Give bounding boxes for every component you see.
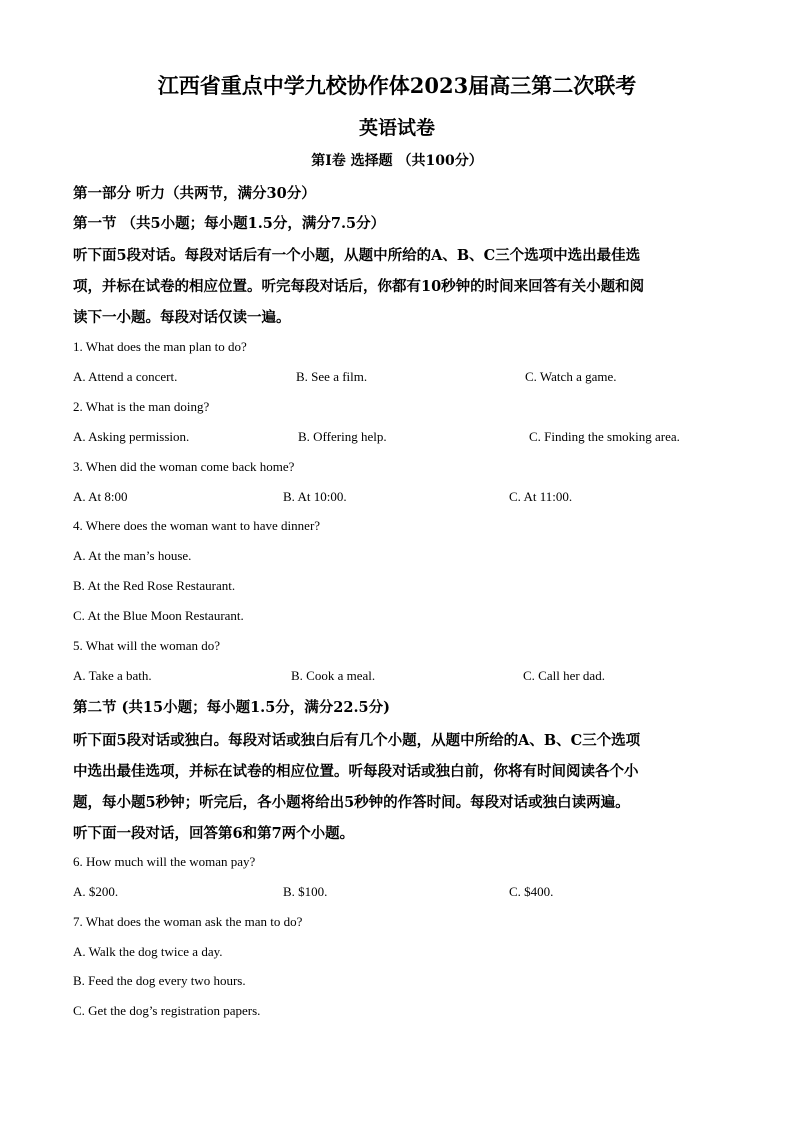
question-4-option-b: B. At the Red Rose Restaurant. <box>73 578 236 593</box>
question-5-option-a: A. Take a bath. <box>73 668 152 683</box>
question-7: 7. What does the woman ask the man to do? <box>73 914 303 929</box>
section1-instruction-line: 读下一小题。每段对话仅读一遍。 <box>73 309 291 326</box>
section1-instruction-line: 听下面5段对话。每段对话后有一个小题，从题中所给的A、B、C三个选项中选出最佳选 <box>73 247 641 264</box>
question-7-option-c: C. Get the dog’s registration papers. <box>73 1003 261 1018</box>
question-2-option-b: B. Offering help. <box>298 429 387 444</box>
question-6-option-b: B. $100. <box>283 884 328 899</box>
question-4-option-a: A. At the man’s house. <box>73 548 192 563</box>
section2-instruction-line: 题，每小题5秒钟；听完后，各小题将给出5秒钟的作答时间。每段对话或独白读两遍。 <box>73 794 630 811</box>
exam-subtitle: 英语试卷 <box>358 117 435 139</box>
question-5-option-b: B. Cook a meal. <box>291 668 376 683</box>
question-1-option-a: A. Attend a concert. <box>73 369 178 384</box>
section2-instruction-line: 听下面5段对话或独白。每段对话或独白后有几个小题，从题中所给的A、B、C三个选项 <box>73 732 641 749</box>
question-2-option-a: A. Asking permission. <box>73 429 190 444</box>
section1-heading: 第一节 （共5小题；每小题1.5分，满分7.5分） <box>73 215 386 232</box>
question-1: 1. What does the man plan to do? <box>73 339 247 354</box>
part1-heading: 第一部分 听力（共两节，满分30分） <box>73 185 316 202</box>
question-1-option-b: B. See a film. <box>296 369 368 384</box>
section1-instruction-line: 项，并标在试卷的相应位置。听完每段对话后，你都有10秒钟的时间来回答有关小题和阅 <box>73 278 645 295</box>
question-6-option-a: A. $200. <box>73 884 119 899</box>
question-5-option-c: C. Call her dad. <box>523 668 605 683</box>
question-6-option-c: C. $400. <box>509 884 554 899</box>
volume-heading: 第I卷 选择题 （共100分） <box>311 153 483 169</box>
question-7-option-b: B. Feed the dog every two hours. <box>73 973 246 988</box>
exam-title: 江西省重点中学九校协作体2023届高三第二次联考 <box>157 73 637 98</box>
section2-subinstruction: 听下面一段对话，回答第6和第7两个小题。 <box>73 825 355 842</box>
question-1-option-c: C. Watch a game. <box>525 369 617 384</box>
question-7-option-a: A. Walk the dog twice a day. <box>73 944 223 959</box>
question-3-option-c: C. At 11:00. <box>509 489 573 504</box>
question-4-option-c: C. At the Blue Moon Restaurant. <box>73 608 244 623</box>
question-4: 4. Where does the woman want to have dinner? <box>73 518 321 533</box>
question-2-option-c: C. Finding the smoking area. <box>529 429 680 444</box>
question-3-option-b: B. At 10:00. <box>283 489 347 504</box>
question-5: 5. What will the woman do? <box>73 638 221 653</box>
question-3-option-a: A. At 8:00 <box>73 489 128 504</box>
question-6: 6. How much will the woman pay? <box>73 854 256 869</box>
section2-instruction-line: 中选出最佳选项，并标在试卷的相应位置。听每段对话或独白前，你将有时间阅读各个小 <box>73 763 639 780</box>
question-3: 3. When did the woman come back home? <box>73 459 295 474</box>
question-2: 2. What is the man doing? <box>73 399 210 414</box>
section2-heading: 第二节 (共15小题；每小题1.5分，满分22.5分) <box>73 699 390 716</box>
